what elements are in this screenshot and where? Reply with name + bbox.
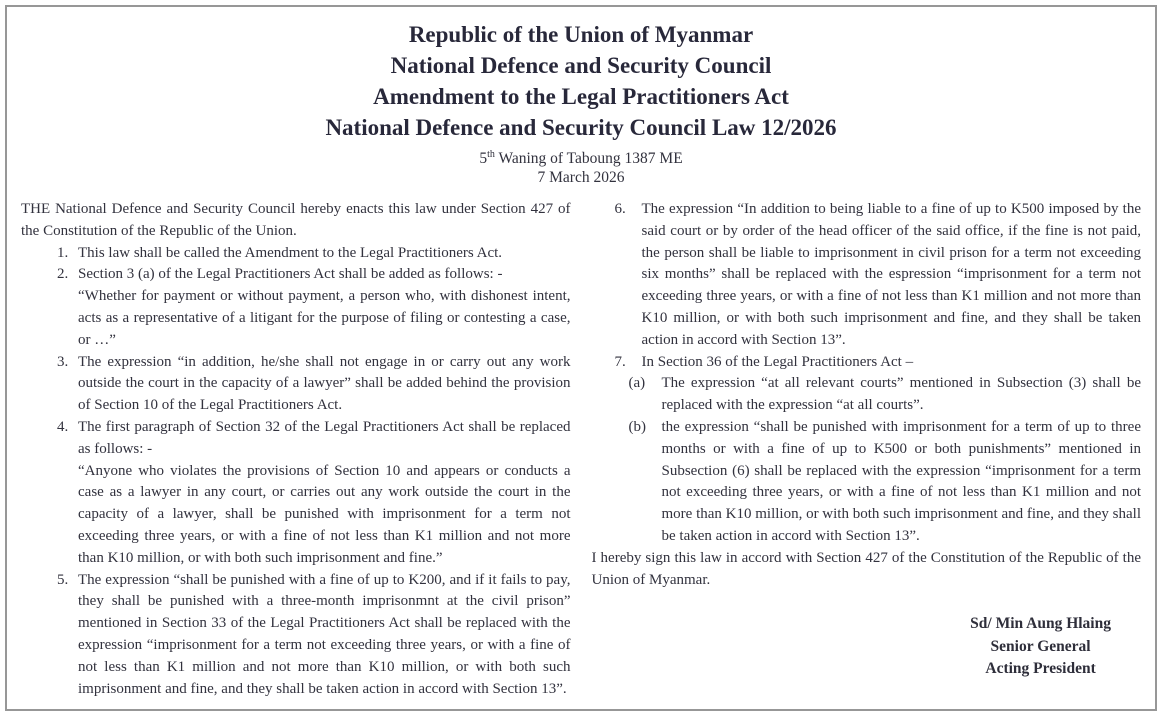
item-1-text: This law shall be called the Amendment to the Legal Practitioners Act. [78,244,503,261]
item-4-quote: “Anyone who violates the provisions of Section 10 and appears or conducts a case as a lawyer in any court, or carries out any work outside the court in the capacity of a lawyer, shall be punished with imprisonment for a term not exceeding three years, or with a fine of not less than K1 million and not more than K10 million, or with both such imprisonment and fine.” [78,462,571,566]
sub-item-a-marker: (a) [628,375,646,392]
signature-title: Acting President [985,660,1096,678]
date-gregorian: 7 March 2026 [537,169,625,186]
left-column [21,199,571,700]
title-line-4: National Defence and Security Council Law 12/2026 [325,115,837,140]
item-6-number: 6. [614,201,626,217]
sub-item-b-text: the expression “shall be punished with imprisonment for a term of up to three months or with a fine of up to K500 or both punishments” mentioned in Subsection (6) shall be replaced with the expression “imprisonment for a term not exceeding three years, or with a fine of not less than K1 million and not more than K10 million, or with both such imprisonment and fine, and they shall be taken action in accord with Section 13”. [661,418,1142,544]
item-4-text: The first paragraph of Section 32 of the Legal Practitioners Act shall be replaced as follows: - [78,418,571,457]
item-7-lead [592,352,1142,374]
closing-paragraph: I hereby sign this law in accord with Section 427 of the Constitution of the Republic of the Union of Myanmar. [591,549,1141,588]
sub-item-b [592,417,1142,548]
item-3-text: The expression “in addition, he/she shall not engage in or carry out any work outside the court in the capacity of a lawyer” shall be added behind the provision of Section 10 of the Legal Practitioners Act. [78,353,571,414]
title-line-1: Republic of the Union of Myanmar [408,22,754,47]
item-7-number: 7. [614,353,626,370]
sub-item-a-text: The expression “at all relevant courts” mentioned in Subsection (3) shall be replaced with the expression “at all courts”. [661,375,1141,414]
right-column [592,199,1142,700]
title-line-2: National Defence and Security Council [390,53,772,78]
list-item-5 [21,570,571,701]
item-2-quote: “Whether for payment or without payment, a person who, with dishonest intent, acts as a representative of a litigant for the purpose of filing or contesting a case, or …” [78,288,571,348]
list-item-1 [21,243,571,265]
list-item-3 [21,352,571,417]
document-page [5,5,1157,711]
date-myanmar [21,149,1141,168]
item-7-text: In Section 36 of the Legal Practitioners Act – [641,353,914,370]
item-5-number: 5. [57,571,69,588]
item-2-number: 2. [57,266,69,283]
intro-paragraph: THE National Defence and Security Council hereby enacts this law under Section 427 of the Constitution of the Republic of the Union. [21,201,571,239]
signature-block [970,613,1111,681]
signature-name: Sd/ Min Aung Hlaing [970,615,1111,633]
title-line-3: Amendment to the Legal Practitioners Act [373,84,789,109]
sub-item-b-marker: (b) [628,418,646,435]
item-1-number: 1. [57,244,69,261]
item-3-number: 3. [57,353,69,370]
date-day: 5 [479,150,488,167]
list-item-6 [592,199,1142,352]
item-4-number: 4. [57,418,69,435]
list-item-7 [592,352,1142,548]
item-6-text: The expression “In addition to being liable to a fine of up to K500 imposed by the said court or by order of the head officer of the said office, if the fine is not paid, the person shall be liable to imprisonment in civil prison for a term not exceeding six months” shall be replaced with the espression “imprisonment for a term not exceeding three years, or with a fine of not less than K1 million and not more than K10 million, or with both such imprisonment and fine, and they shall be taken action in accord with Section 13”. [641,201,1141,348]
signature-rank: Senior General [990,637,1091,655]
document-body [21,199,1141,700]
item-5-text: The expression “shall be punished with a fine of up to K200, and if it fails to pay, they shall be punished with a three-month imprisonmnt at the civil prison” mentioned in Section 33 of the Legal Practitioners Act shall be replaced with the expression “imprisonment for a term not exceeding three years, or with a fine of not less than K1 million and not more than K10 million, or with both such imprisonment and fine, and they shall be taken action in accord with Section 13”. [78,571,571,697]
date-rest: Waning of Taboung 1387 ME [494,150,683,167]
date-ordinal: th [487,148,495,160]
list-item-4 [21,417,571,570]
document-header [21,19,1141,187]
sub-item-a [592,373,1142,417]
item-2-text: Section 3 (a) of the Legal Practitioners Act shall be added as follows: - [78,266,503,283]
list-item-2 [21,264,571,351]
